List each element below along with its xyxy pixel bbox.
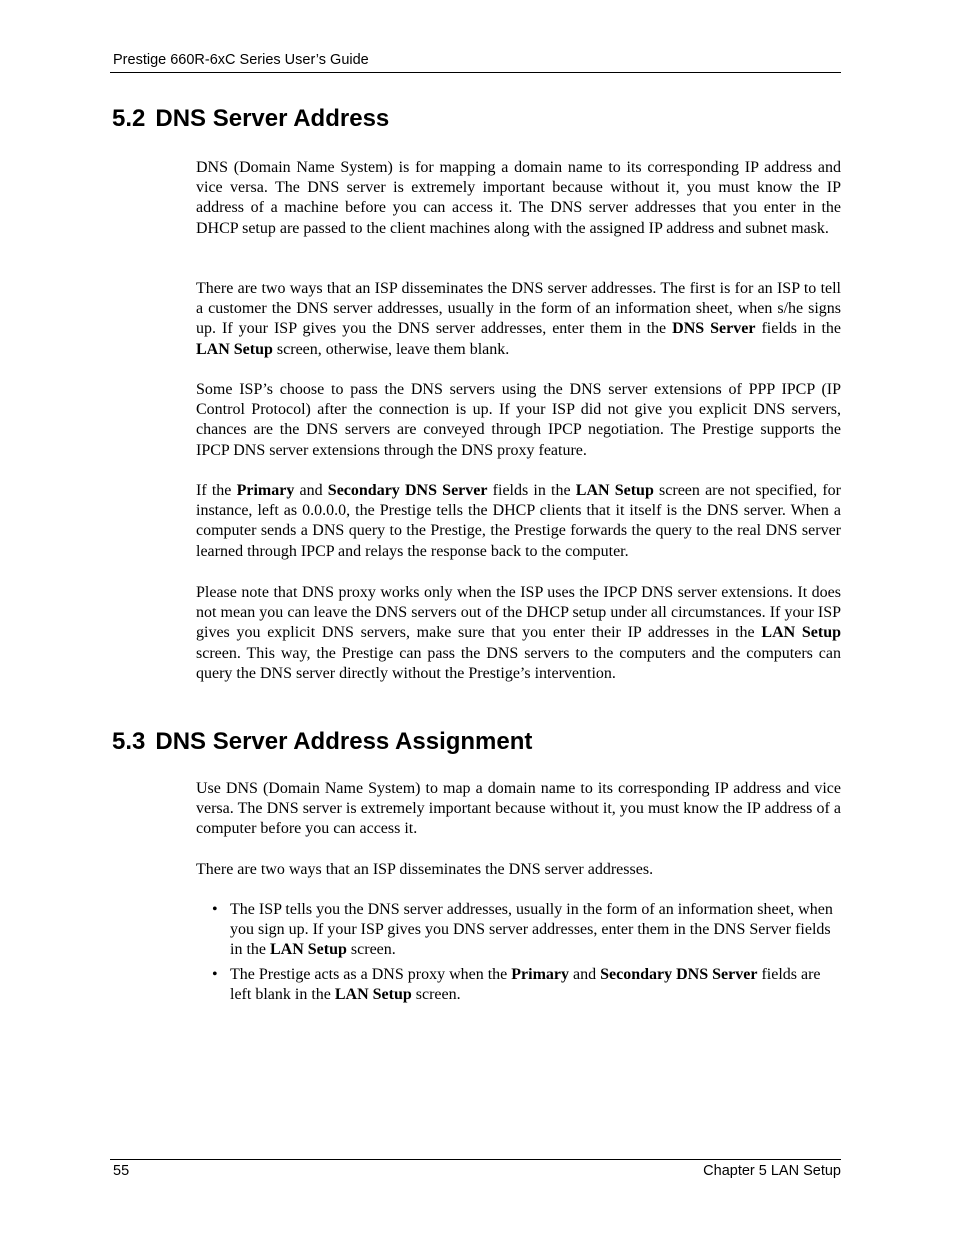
bullet-icon: • [212, 966, 218, 983]
section-title: DNS Server Address [155, 105, 390, 132]
page-number: 55 [113, 1163, 130, 1179]
bullet-icon: • [212, 901, 218, 918]
paragraph-two-ways: There are two ways that an ISP disseminates the DNS server addresses. [196, 861, 654, 878]
bullet-list [212, 900, 841, 1010]
list-item: • The ISP tells you the DNS server addresses, usually in the form of an information sheet, when you sign up. If your ISP gives you DNS server addresses, enter them in the DNS Server fields in the LAN Setup screen. [212, 901, 833, 959]
header-rule [110, 72, 841, 73]
paragraph-use-dns: Use DNS (Domain Name System) to map a domain name to its corresponding IP address and vice versa. The DNS server is extremely important because without it, you must know the IP address of a computer before you can access it. [196, 780, 841, 838]
paragraph-dns-proxy-note: Please note that DNS proxy works only when the ISP uses the IPCP DNS server extensions. It does not mean you can leave the DNS servers out of the DHCP setup under all circumstances. If your ISP gives you explicit DNS servers, make sure that you enter their IP addresses in the LAN Setup screen. This way, the Prestige can pass the DNS servers to the computers and the computers can query the DNS server directly without the Prestige’s intervention. [196, 584, 842, 682]
paragraph-dns-intro: DNS (Domain Name System) is for mapping a domain name to its corresponding IP address and vice versa. The DNS server is extremely important because without it, you must know the IP address of a machine before you can access it. The DNS server addresses that you enter in the DHCP setup are passed to the client machines along with the assigned IP address and subnet mask. [196, 159, 841, 237]
paragraph-ipcp: Some ISP’s choose to pass the DNS servers using the DNS server extensions of PPP IPCP (IP Control Protocol) after the connection is up. If your ISP did not give you explicit DNS servers, chances are the DNS servers are conveyed through IPCP negotiation. The Prestige supports the IPCP DNS server extensions through the DNS proxy feature. [196, 381, 841, 459]
paragraph-isp-ways: There are two ways that an ISP disseminates the DNS server addresses. The first is for an ISP to tell a customer the DNS server addresses, usually in the form of an information sheet, when s/he signs up. If your ISP gives you the DNS server addresses, enter them in the DNS Server fields in the LAN Setup screen, otherwise, leave them blank. [196, 280, 841, 358]
section-heading-5-3 [112, 728, 532, 756]
chapter-label: Chapter 5 LAN Setup [703, 1163, 841, 1179]
paragraph-primary-secondary: If the Primary and Secondary DNS Server fields in the LAN Setup screen are not specified, for instance, left as 0.0.0.0, the Prestige tells the DHCP clients that it itself is the DNS server. When a computer sends a DNS query to the Prestige, the Prestige forwards the query to the real DNS server learned through IPCP and relays the response back to the computer. [196, 482, 842, 560]
section-number: 5.2 [112, 105, 146, 132]
section-number: 5.3 [112, 728, 146, 755]
section-heading-5-2 [112, 105, 389, 133]
footer-rule [110, 1159, 841, 1160]
section-title: DNS Server Address Assignment [155, 728, 533, 755]
list-item: • The Prestige acts as a DNS proxy when the Primary and Secondary DNS Server fields are left blank in the LAN Setup screen. [212, 966, 821, 1004]
running-header: Prestige 660R-6xC Series User’s Guide [113, 52, 369, 68]
